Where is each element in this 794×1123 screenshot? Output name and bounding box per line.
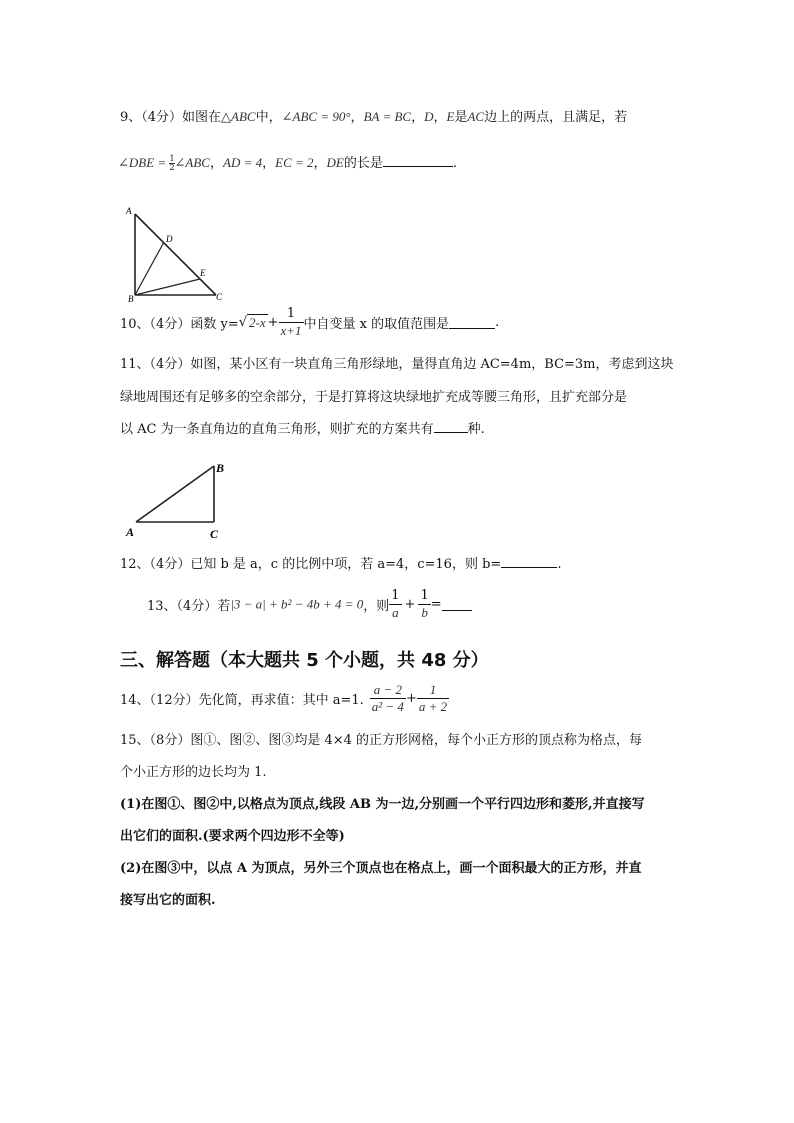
q9-de: DE (326, 155, 344, 170)
q10-frac-num: 1 (279, 306, 304, 323)
q13-f2-num: 1 (420, 588, 429, 603)
q9-sep6: ， (313, 156, 327, 171)
q9-end: 的长是 (343, 156, 383, 171)
q9-sep2: ， (411, 110, 425, 125)
q13-f1-num: 1 (391, 588, 400, 603)
q9-d: D (424, 109, 434, 124)
figure-q9 (120, 204, 230, 302)
figure-q11 (122, 458, 234, 540)
q14-plus: + (405, 691, 417, 706)
q15-part2-line2: 接写出它的面积. (120, 893, 216, 908)
q14-f2-num: 1 (417, 682, 449, 699)
fig9-label-b: B (128, 294, 134, 302)
q9-tail: 边上的两点，且满足，若 (484, 110, 628, 125)
q13-mid: ，则 (363, 599, 390, 614)
fig11-label-a: A (126, 525, 135, 539)
q9-ac: AC (467, 109, 485, 124)
section-three-heading: 三、解答题（本大题共 5 个小题，共 48 分） (120, 650, 489, 671)
q12-period: . (557, 557, 562, 572)
q9-answer-blank (383, 154, 453, 167)
q13-f2-den: b (421, 605, 428, 620)
q10-answer-blank (449, 316, 495, 329)
fig9-label-c: C (216, 292, 223, 302)
q10-radical-sign: √ (238, 315, 247, 330)
q14-fraction-2 (417, 682, 449, 715)
q13-fraction-2 (418, 588, 430, 621)
q9-e: E (446, 109, 455, 124)
q13-f1-den: a (392, 605, 399, 620)
q9-frac-num: 1 (169, 154, 175, 163)
q13-answer-blank (442, 598, 472, 611)
q10-frac-den: x+1 (280, 323, 302, 338)
q13-prefix: 13、（4分）若 (147, 599, 231, 614)
q13-fraction-1 (389, 588, 401, 621)
fig9-label-e: E (200, 268, 206, 278)
q9-triangle: △ABC (221, 109, 256, 124)
q10-prefix: 10、（4分）函数 y= (120, 317, 239, 332)
q11-line2: 绿地周围还有足够多的空余部分，于是打算将这块绿地扩充成等腰三角形，且扩充部分是 (120, 390, 628, 405)
q10-period: . (495, 315, 500, 330)
q10-plus: + (267, 315, 279, 330)
q9-line2 (118, 152, 457, 172)
q9-sep3: ， (433, 110, 447, 125)
fig9-label-a: A (126, 206, 132, 216)
q9-mid2: 是 (454, 110, 468, 125)
q11-line3 (120, 418, 485, 437)
q11-line1: 11、（4分）如图，某小区有一块直角三角形绿地，量得直角边 AC=4m，BC=3m，考虑到这块 (120, 357, 674, 372)
q9-rhs: ∠ABC (174, 155, 210, 170)
q9-line1 (120, 106, 627, 125)
fig11-label-b: B (216, 461, 225, 475)
q9-sep1: ， (350, 110, 364, 125)
q15-part1-line2: 出它们的面积.(要求两个四边形不全等) (120, 829, 345, 844)
q9-sep5: ， (262, 156, 276, 171)
q9-sep4: ， (209, 156, 223, 171)
q9-angle: ∠ABC = 90° (281, 109, 351, 124)
q14-fraction-1 (370, 682, 406, 715)
q9-lhs: ∠DBE = (118, 155, 170, 170)
q10-suffix: 中自变量 x 的取值范围是 (303, 317, 450, 332)
q10 (120, 306, 499, 339)
q10-sqrt-body: 2-x (248, 315, 266, 330)
q9-eq1: BA = BC (363, 109, 412, 124)
q15-line2: 个小正方形的边长均为 1. (120, 765, 267, 780)
q14-f2-den: a + 2 (418, 699, 448, 714)
fig11-label-c: C (210, 527, 219, 540)
q9-ec: EC = 2 (275, 155, 314, 170)
q14-f1-den: a² − 4 (371, 699, 404, 714)
q14 (120, 682, 449, 715)
q14-f1-num: a − 2 (370, 682, 406, 699)
q12 (120, 553, 561, 572)
q9-prefix: 9、（4分）如图在 (120, 110, 222, 125)
q12-answer-blank (501, 555, 557, 568)
q13 (147, 588, 472, 621)
q9-frac-den: 2 (169, 163, 175, 172)
q14-prefix: 14、（12分）先化简，再求值：其中 a=1. (120, 693, 364, 708)
q11-line3-a: 以 AC 为一条直角边的直角三角形，则扩充的方案共有 (120, 422, 434, 437)
q11-line3-b: 种. (467, 422, 485, 437)
q13-expression: |3 − a| + b² − 4b + 4 = 0 (230, 596, 364, 612)
q9-period: . (452, 156, 458, 171)
q15-part2-line1: (2)在图③中，以点 A 为顶点，另外三个顶点也在格点上，画一个面积最大的正方形，并直 (120, 861, 642, 876)
q13-plus: + (404, 597, 416, 612)
q10-fraction (279, 306, 304, 339)
q9-ad: AD = 4 (223, 155, 263, 170)
fig9-label-d: D (166, 234, 173, 244)
q15-part1-line1: (1)在图①、图②中,以格点为顶点,线段 AB 为一边,分别画一个平行四边形和菱形,并直接写 (120, 797, 645, 812)
q12-text: 12、（4分）已知 b 是 a，c 的比例中项，若 a=4，c=16，则 b= (120, 557, 502, 572)
q15-line1: 15、（8分）图①、图②、图③均是 4×4 的正方形网格，每个小正方形的顶点称为格点，每 (120, 733, 643, 748)
q13-eq: = (430, 597, 442, 612)
q9-mid1: 中， (255, 110, 282, 125)
q11-answer-blank (434, 420, 468, 433)
